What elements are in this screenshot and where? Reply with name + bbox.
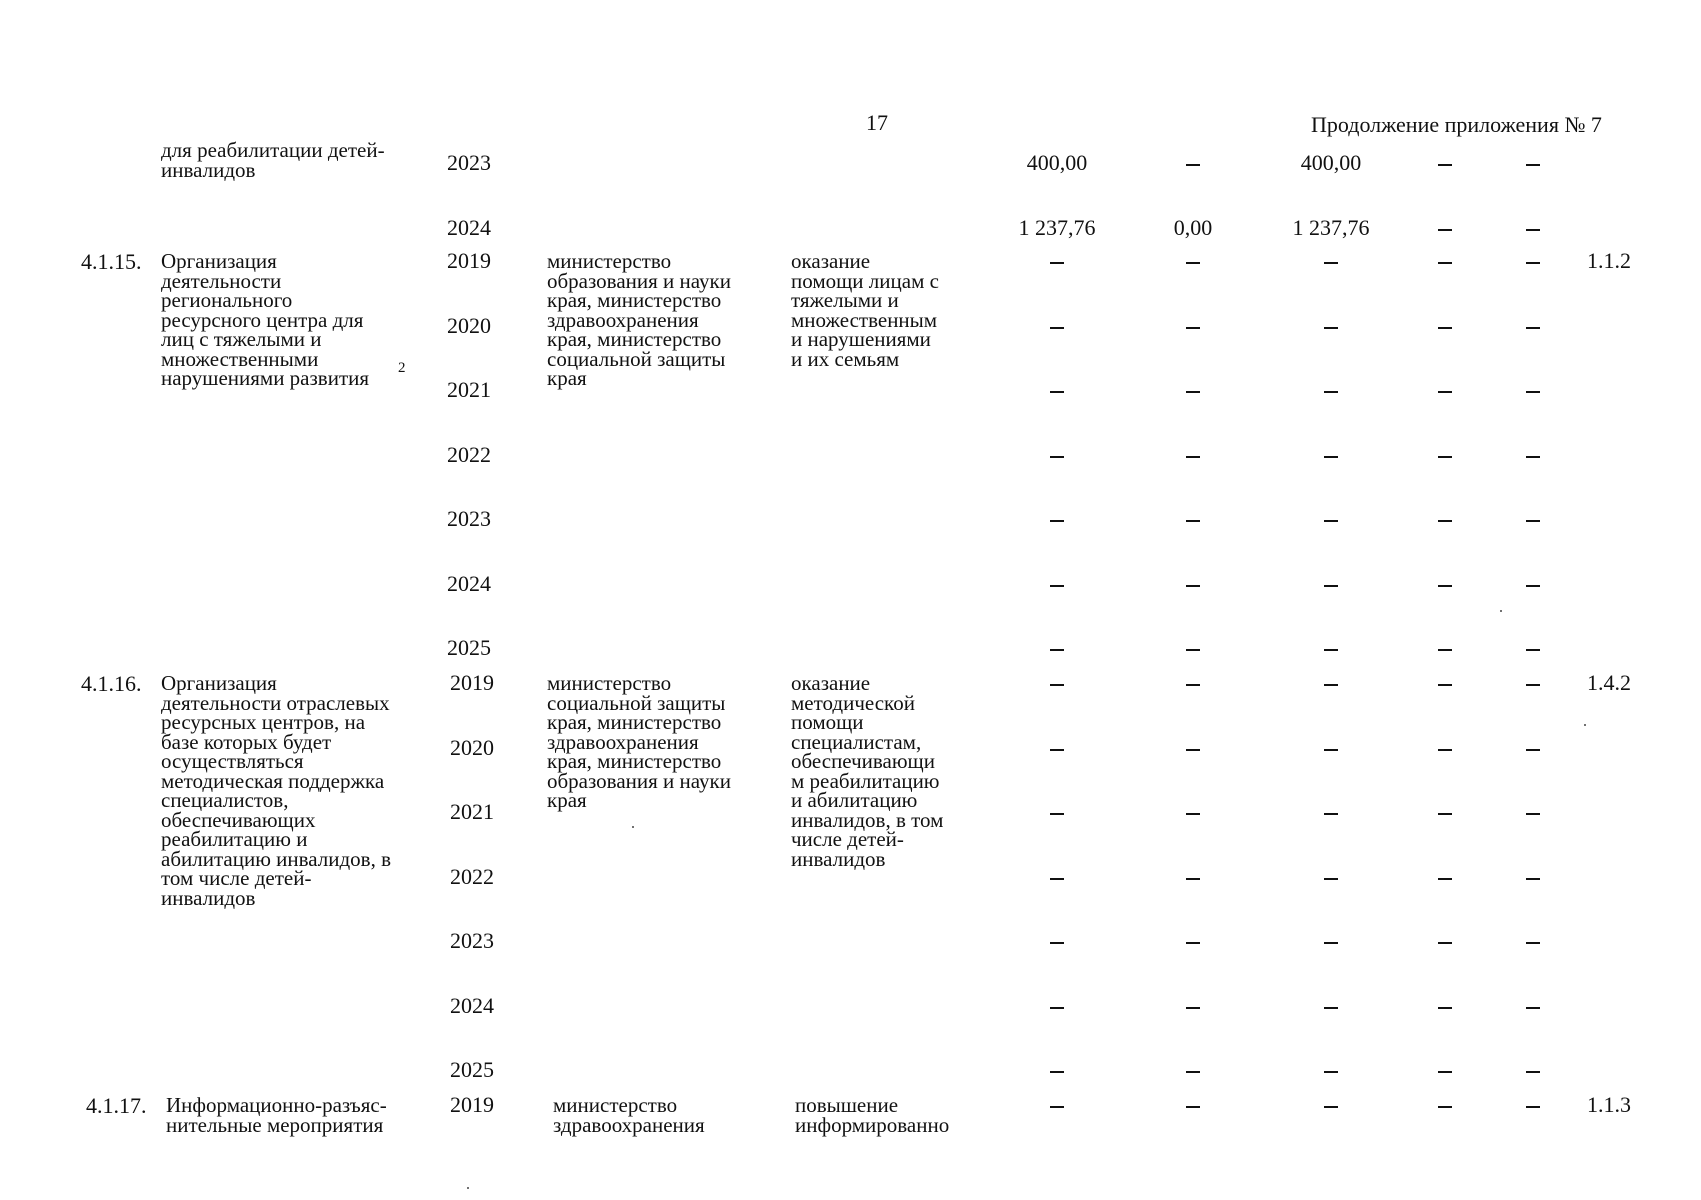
- empty-value-dash: [1050, 585, 1064, 587]
- text-line: тяжелыми и: [791, 288, 899, 312]
- empty-value-dash: [1186, 942, 1200, 944]
- empty-value-dash: [1526, 585, 1540, 587]
- executor: [547, 671, 731, 812]
- text-line: множественным: [791, 307, 938, 332]
- text-line: министерство: [547, 671, 672, 695]
- text-line: края, министерство: [547, 327, 722, 351]
- empty-value-dash: [1438, 456, 1452, 458]
- empty-value-dash: [1324, 1106, 1338, 1108]
- empty-value-dash: [1186, 1106, 1200, 1108]
- name-line: инвалидов: [161, 157, 256, 182]
- text-line: здравоохранения: [553, 1112, 705, 1137]
- empty-value-dash: [1526, 749, 1540, 751]
- text-line: том числе детей-: [161, 866, 312, 890]
- year-label: 2024: [447, 570, 491, 596]
- empty-value-dash: [1186, 456, 1200, 458]
- empty-value-dash: [1186, 520, 1200, 522]
- empty-value-dash: [1050, 1071, 1064, 1073]
- empty-value-dash: [1324, 813, 1338, 815]
- text-line: деятельности отраслевых: [161, 690, 390, 715]
- year-label: 2024: [450, 992, 494, 1018]
- executor: [553, 1093, 705, 1137]
- empty-value-dash: [1526, 1071, 1540, 1073]
- text-line: осуществляться: [161, 749, 304, 773]
- empty-value-dash: [1186, 164, 1200, 166]
- text-line: нарушениями развития: [161, 366, 370, 390]
- text-line: м реабилитацию: [791, 768, 940, 793]
- year-label: 2022: [447, 441, 491, 467]
- empty-value-dash: [1438, 520, 1452, 522]
- year-label: 2019: [450, 1092, 494, 1117]
- year-label: 2024: [447, 215, 491, 240]
- empty-value-dash: [1438, 813, 1452, 815]
- empty-value-dash: [1050, 749, 1064, 751]
- text-line: и абилитацию: [791, 788, 918, 812]
- year-label: 2023: [450, 928, 494, 953]
- indicator-code: 1.1.3: [1587, 1092, 1631, 1117]
- scan-speck: [632, 826, 634, 828]
- text-line: помощи лицам с: [791, 268, 939, 293]
- year-label: 2023: [447, 150, 491, 175]
- budget-value: 1 237,76: [1018, 215, 1096, 240]
- empty-value-dash: [1050, 262, 1064, 264]
- empty-value-dash: [1526, 1106, 1540, 1108]
- empty-value-dash: [1526, 1007, 1540, 1009]
- row-number: 4.1.16.: [81, 671, 142, 696]
- empty-value-dash: [1324, 942, 1338, 944]
- empty-value-dash: [1050, 327, 1064, 329]
- indicator-code: 1.1.2: [1587, 248, 1631, 273]
- text-line: множественными: [161, 346, 319, 371]
- year-label: 2020: [450, 734, 494, 760]
- text-line: ресурсных центров, на: [161, 710, 366, 734]
- empty-value-dash: [1324, 878, 1338, 880]
- empty-value-dash: [1324, 749, 1338, 751]
- scan-speck: [1500, 610, 1502, 612]
- empty-value-dash: [1526, 520, 1540, 522]
- scan-speck: [1584, 724, 1586, 726]
- year-label: 2021: [447, 377, 491, 402]
- text-line: базе которых будет: [161, 729, 332, 754]
- text-line: оказание: [791, 249, 871, 273]
- text-line: ресурсного центра для: [161, 307, 364, 332]
- budget-value: 1 237,76: [1292, 215, 1370, 240]
- text-line: оказание: [791, 671, 871, 695]
- empty-value-dash: [1186, 585, 1200, 587]
- text-line: края, министерство: [547, 749, 722, 773]
- empty-value-dash: [1438, 878, 1452, 880]
- row-number: 4.1.15.: [81, 249, 142, 274]
- year-label: 2022: [450, 863, 494, 889]
- empty-value-dash: [1050, 878, 1064, 880]
- expected-result: [791, 249, 939, 371]
- empty-value-dash: [1526, 391, 1540, 393]
- text-line: методической: [791, 690, 915, 715]
- empty-value-dash: [1526, 878, 1540, 880]
- activity-name: [161, 671, 391, 910]
- empty-value-dash: [1526, 164, 1540, 166]
- text-line: методическая поддержка: [161, 768, 385, 793]
- empty-value-dash: [1526, 229, 1540, 231]
- empty-value-dash: [1438, 327, 1452, 329]
- empty-value-dash: [1438, 1071, 1452, 1073]
- text-line: информированно: [795, 1112, 950, 1137]
- empty-value-dash: [1050, 520, 1064, 522]
- empty-value-dash: [1438, 942, 1452, 944]
- executor: [547, 249, 731, 390]
- empty-value-dash: [1438, 1007, 1452, 1009]
- budget-value: 400,00: [1026, 150, 1088, 175]
- year-label: 2020: [447, 312, 491, 338]
- empty-value-dash: [1438, 229, 1452, 231]
- empty-value-dash: [1324, 1071, 1338, 1073]
- year-label: 2021: [450, 799, 494, 824]
- empty-value-dash: [1526, 813, 1540, 815]
- text-line: обеспечивающи: [791, 749, 935, 773]
- text-line: края, министерство: [547, 710, 722, 734]
- empty-value-dash: [1438, 585, 1452, 587]
- empty-value-dash: [1186, 391, 1200, 393]
- text-line: образования и науки: [547, 268, 731, 293]
- year-label: 2019: [450, 670, 494, 695]
- empty-value-dash: [1526, 262, 1540, 264]
- text-line: здравоохранения: [547, 307, 699, 332]
- text-line: абилитацию инвалидов, в: [161, 846, 391, 871]
- empty-value-dash: [1050, 1106, 1064, 1108]
- page-number: 17: [866, 110, 888, 135]
- activity-name: [161, 249, 370, 390]
- text-line: инвалидов: [791, 846, 886, 871]
- empty-value-dash: [1050, 456, 1064, 458]
- scan-speck: [467, 1187, 469, 1189]
- text-line: числе детей-: [791, 827, 904, 851]
- text-line: повышение: [795, 1093, 899, 1117]
- text-line: социальной защиты: [547, 346, 726, 371]
- empty-value-dash: [1186, 1007, 1200, 1009]
- expected-result: [791, 671, 944, 871]
- empty-value-dash: [1186, 262, 1200, 264]
- empty-value-dash: [1438, 164, 1452, 166]
- text-line: министерство: [553, 1093, 678, 1117]
- text-line: специалистам,: [791, 729, 922, 754]
- text-line: помощи: [791, 710, 864, 734]
- text-line: края: [547, 788, 587, 812]
- expected-result: [795, 1093, 950, 1137]
- indicator-code: 1.4.2: [1587, 670, 1631, 695]
- empty-value-dash: [1050, 649, 1064, 651]
- year-label: 2025: [450, 1057, 494, 1082]
- empty-value-dash: [1324, 262, 1338, 264]
- empty-value-dash: [1186, 878, 1200, 880]
- empty-value-dash: [1438, 684, 1452, 686]
- empty-value-dash: [1186, 1071, 1200, 1073]
- activity-name: [166, 1093, 387, 1137]
- budget-value: 400,00: [1300, 150, 1362, 175]
- text-line: инвалидов, в том: [791, 807, 944, 832]
- year-label: 2025: [447, 635, 491, 660]
- continuation-note: Продолжение приложения № 7: [1311, 112, 1602, 137]
- text-line: реабилитацию и: [161, 827, 308, 851]
- budget-value: 0,00: [1173, 215, 1213, 240]
- year-label: 2023: [447, 506, 491, 531]
- text-line: Организация: [161, 249, 277, 273]
- empty-value-dash: [1324, 1007, 1338, 1009]
- text-line: регионального: [161, 288, 293, 312]
- text-line: нительные мероприятия: [166, 1112, 384, 1137]
- carry-over-name: [161, 138, 385, 182]
- empty-value-dash: [1324, 684, 1338, 686]
- empty-value-dash: [1050, 391, 1064, 393]
- text-line: специалистов,: [161, 788, 289, 812]
- text-line: лиц с тяжелыми и: [161, 327, 322, 351]
- empty-value-dash: [1324, 391, 1338, 393]
- empty-value-dash: [1186, 813, 1200, 815]
- empty-value-dash: [1186, 327, 1200, 329]
- text-line: края: [547, 366, 587, 390]
- empty-value-dash: [1526, 942, 1540, 944]
- year-label: 2019: [447, 248, 491, 273]
- text-line: и их семьям: [791, 346, 900, 371]
- empty-value-dash: [1324, 649, 1338, 651]
- empty-value-dash: [1324, 456, 1338, 458]
- text-line: Организация: [161, 671, 277, 695]
- empty-value-dash: [1438, 749, 1452, 751]
- empty-value-dash: [1438, 649, 1452, 651]
- empty-value-dash: [1526, 684, 1540, 686]
- empty-value-dash: [1186, 649, 1200, 651]
- text-line: инвалидов: [161, 885, 256, 910]
- row-number: 4.1.17.: [86, 1093, 147, 1118]
- empty-value-dash: [1050, 684, 1064, 686]
- empty-value-dash: [1438, 262, 1452, 264]
- empty-value-dash: [1186, 684, 1200, 686]
- text-line: деятельности: [161, 268, 282, 293]
- empty-value-dash: [1050, 942, 1064, 944]
- empty-value-dash: [1324, 520, 1338, 522]
- empty-value-dash: [1526, 456, 1540, 458]
- text-line: и нарушениями: [791, 327, 931, 351]
- text-line: Информационно-разъяс-: [166, 1093, 387, 1117]
- empty-value-dash: [1050, 1007, 1064, 1009]
- text-line: здравоохранения: [547, 729, 699, 754]
- footnote-marker: 2: [398, 360, 406, 376]
- text-line: социальной защиты: [547, 690, 726, 715]
- empty-value-dash: [1438, 1106, 1452, 1108]
- empty-value-dash: [1526, 649, 1540, 651]
- text-line: образования и науки: [547, 768, 731, 793]
- empty-value-dash: [1324, 327, 1338, 329]
- text-line: края, министерство: [547, 288, 722, 312]
- name-line: для реабилитации детей-: [161, 138, 385, 162]
- empty-value-dash: [1050, 813, 1064, 815]
- text-line: обеспечивающих: [161, 807, 316, 832]
- text-line: министерство: [547, 249, 672, 273]
- empty-value-dash: [1324, 585, 1338, 587]
- empty-value-dash: [1526, 327, 1540, 329]
- empty-value-dash: [1186, 749, 1200, 751]
- empty-value-dash: [1438, 391, 1452, 393]
